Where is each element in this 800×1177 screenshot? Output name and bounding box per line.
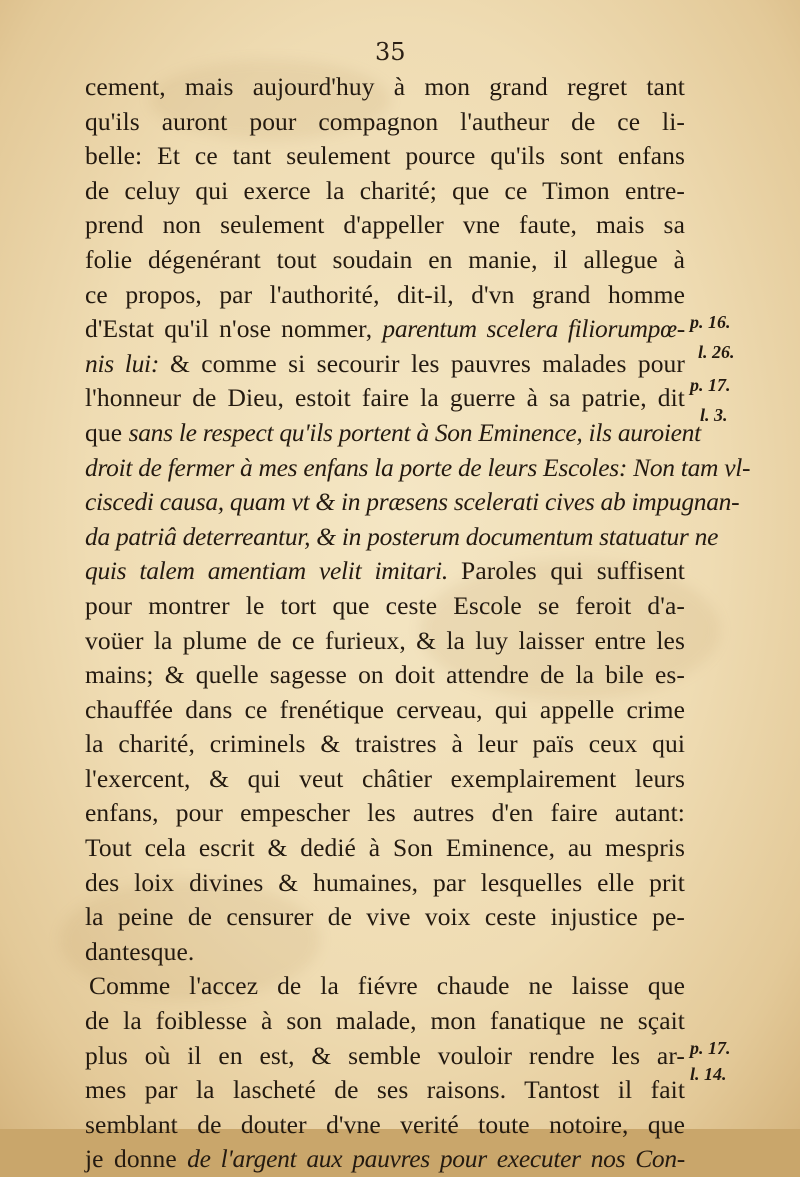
italic-text-segment: parentum scelera filiorumpœ-: [382, 314, 685, 344]
italic-text-segment: droit de fermer à mes enfans la porte de leurs Escoles: Non tam vl-: [85, 452, 751, 482]
text-line: [85, 554, 685, 589]
text-segment: belle: Et ce tant seulement pource qu'ils sont enfans: [85, 141, 685, 171]
text-line: [85, 1142, 685, 1177]
text-line: [85, 278, 685, 313]
text-line: [85, 485, 740, 520]
text-line: [85, 658, 685, 693]
margin-note-l26: l. 26.: [698, 342, 735, 362]
text-segment: cement, mais aujourd'huy à mon grand regret tant: [85, 72, 685, 101]
text-segment: je donne: [85, 1144, 188, 1174]
text-segment: & comme si secourir les pauvres malades pour: [169, 348, 685, 378]
margin-note-l14: l. 14.: [690, 1064, 727, 1084]
text-segment: d'Estat qu'il n'ose nommer,: [85, 314, 383, 344]
italic-text-segment: de l'argent aux pauvres pour executer nos Con-: [187, 1144, 685, 1174]
page-number: 35: [375, 38, 406, 66]
text-line: [85, 312, 685, 347]
text-segment: l'honneur de Dieu, estoit faire la guerre à sa patrie, dit: [85, 383, 685, 413]
text-line: [85, 174, 685, 209]
text-segment: mains; & quelle sagesse on doit attendre de la bile es-: [85, 660, 685, 690]
text-line: [85, 105, 685, 140]
text-segment: des loix divines & humaines, par lesquelles elle prit: [85, 867, 685, 897]
text-segment: dantesque.: [85, 936, 195, 966]
italic-text-segment: nis lui:: [85, 348, 170, 378]
text-segment: Paroles qui suffisent: [461, 556, 685, 586]
text-segment: chauffée dans ce frenétique cerveau, qui appelle crime: [85, 694, 685, 724]
text-segment: Tout cela escrit & dedié à Son Eminence, au mespris: [85, 833, 685, 863]
italic-text-segment: quis talem amentiam velit imitari.: [85, 556, 462, 586]
text-line: [85, 693, 685, 728]
text-segment: qu'ils auront pour compagnon l'autheur de ce li-: [85, 106, 685, 136]
text-line: [85, 762, 685, 797]
text-segment: enfans, pour empescher les autres d'en faire autant:: [85, 798, 685, 828]
text-segment: prend non seulement d'appeller vne faute, mais sa: [85, 210, 685, 240]
text-line: [85, 935, 685, 970]
text-line: [85, 831, 685, 866]
text-line: [85, 451, 751, 486]
text-segment: pour montrer le tort que ceste Escole se feroit d'a-: [85, 590, 685, 620]
text-segment: voüer la plume de ce furieux, & la luy laisser entre les: [85, 625, 685, 655]
text-line: [85, 1004, 685, 1039]
text-line: [85, 589, 685, 624]
text-segment: la charité, criminels & traistres à leur païs ceux qui: [85, 729, 685, 759]
text-line: [85, 139, 685, 174]
margin-note-p17a: p. 17.: [690, 375, 731, 395]
text-line: [85, 796, 685, 831]
text-line: [85, 347, 685, 382]
text-segment: l'exercent, & qui veut châtier exemplairement leurs: [85, 763, 685, 793]
text-line: [85, 727, 685, 762]
text-line: [85, 243, 685, 278]
text-segment: de celuy qui exerce la charité; que ce Timon entre-: [85, 175, 685, 205]
text-line: [85, 900, 685, 935]
italic-text-segment: sans le respect qu'ils portent à Son Eminence, ils auroient: [128, 417, 701, 447]
margin-note-p16: p. 16.: [690, 312, 731, 332]
text-line: [85, 969, 685, 1004]
margin-note-l3: l. 3.: [700, 405, 728, 425]
text-segment: Comme l'accez de la fiévre chaude ne laisse que: [89, 971, 685, 1001]
text-line: [85, 208, 685, 243]
text-segment: semblant de douter d'vne verité toute notoire, que: [85, 1109, 685, 1139]
text-line: [85, 1073, 685, 1108]
text-line: [85, 520, 719, 555]
text-segment: ce propos, par l'authorité, dit-il, d'vn grand homme: [85, 279, 685, 309]
text-line: [85, 624, 685, 659]
text-line: [85, 381, 685, 416]
text-segment: la peine de censurer de vive voix ceste injustice pe-: [85, 902, 685, 932]
margin-note-p17b: p. 17.: [690, 1038, 731, 1058]
text-segment: folie dégenérant tout soudain en manie, il allegue à: [85, 244, 685, 274]
text-line: [85, 1108, 685, 1143]
text-line: [85, 70, 685, 105]
text-line: [85, 866, 685, 901]
text-segment: mes par la lascheté de ses raisons. Tantost il fait: [85, 1075, 685, 1105]
italic-text-segment: ciscedi causa, quam vt & in præsens scelerati cives ab impugnan-: [85, 487, 740, 517]
text-segment: de la foiblesse à son malade, mon fanatique ne sçait: [85, 1006, 685, 1036]
text-segment: plus où il en est, & semble vouloir rendre les ar-: [85, 1040, 685, 1070]
text-line: [85, 416, 701, 451]
text-line: [85, 1039, 685, 1074]
text-segment: que: [85, 417, 129, 447]
italic-text-segment: da patriâ deterreantur, & in posterum documentum statuatur ne: [85, 521, 719, 551]
